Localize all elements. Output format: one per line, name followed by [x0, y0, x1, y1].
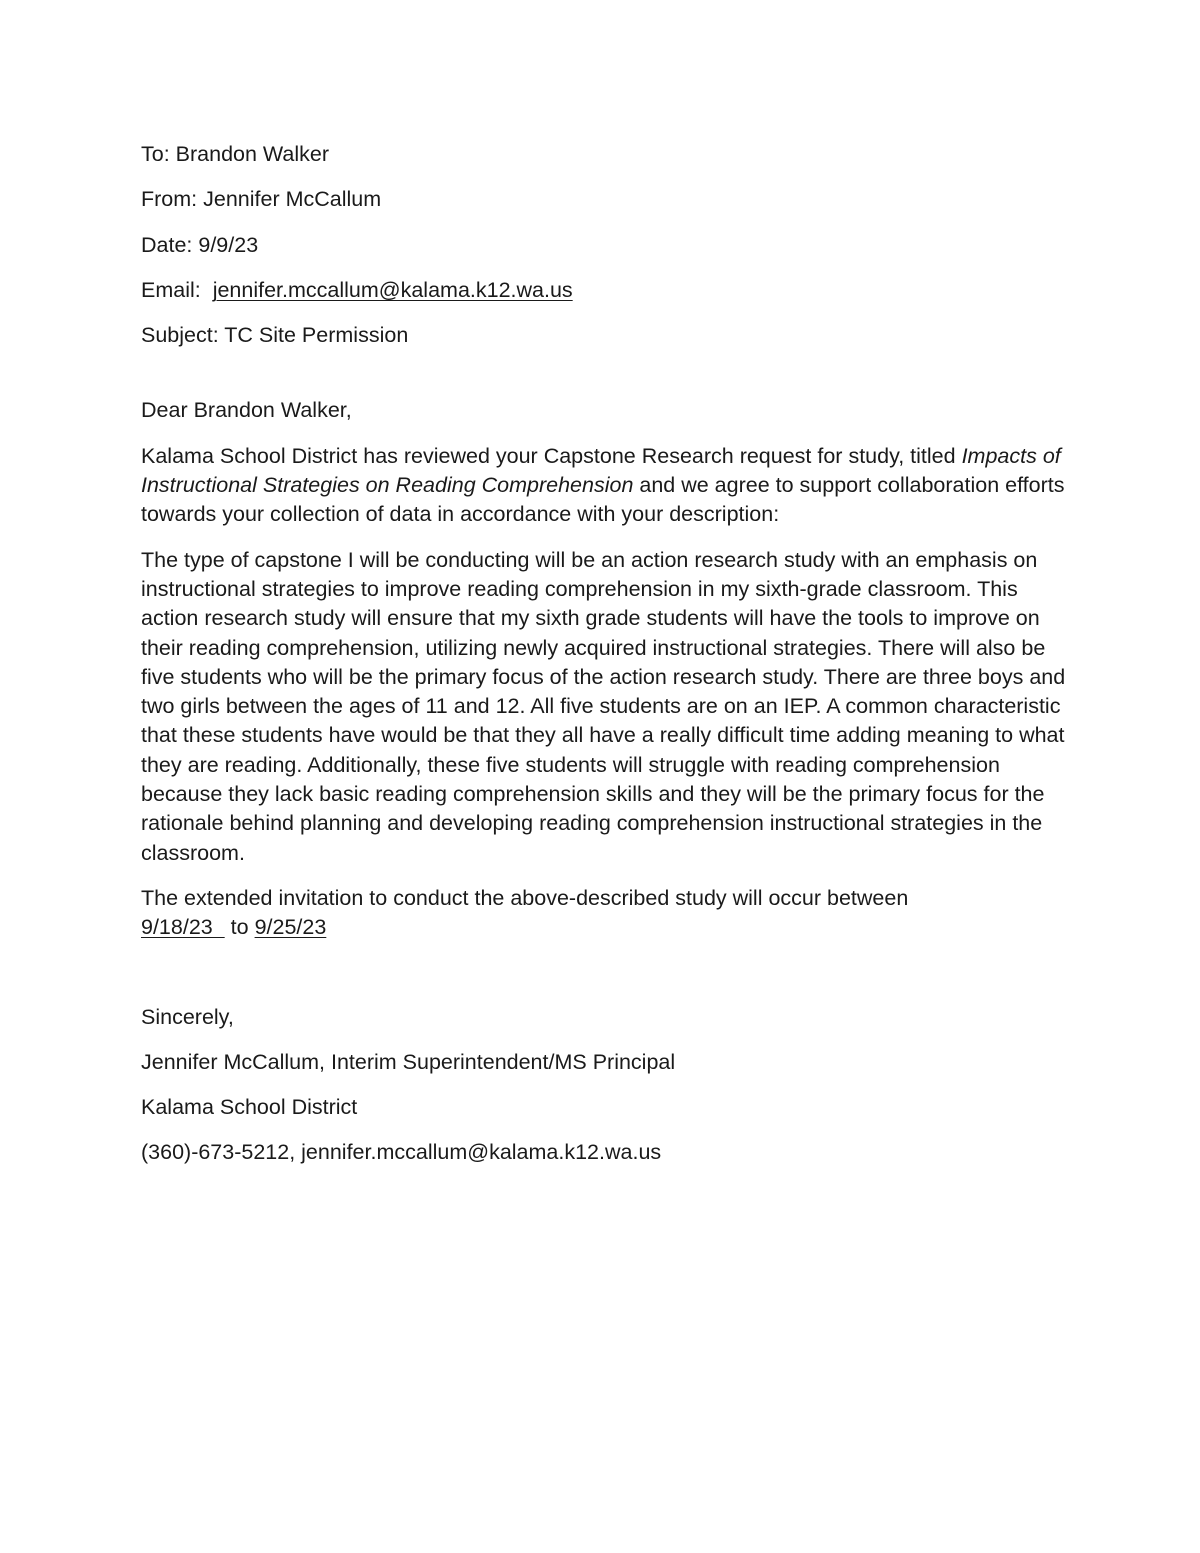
organization-line: Kalama School District — [141, 1095, 358, 1120]
to-label: To: — [141, 142, 176, 166]
date-line — [141, 231, 1066, 260]
description-paragraph: The type of capstone I will be conducting will be an action research study with an emphasis on instructional strategies to improve reading comprehension in my sixth-grade classroom. This action research study will ensure that my sixth grade students will have the tools to improve on their reading comprehension, utilizing newly acquired instructional strategies. There will also be five students who will be the primary focus of the action research study. There are three boys and two girls between the ages of 11 and 12. All five students are on an IEP. A common characteristic that these students have would be that they all have a really difficult time adding meaning to what they are reading. Additionally, these five students will struggle with reading comprehension because they lack basic reading comprehension skills and they will be the primary focus for the rationale behind planning and developing reading comprehension instructional strategies in the classroom. — [141, 547, 1066, 865]
from-line — [141, 185, 1066, 214]
study-title: Impacts of Instructional Strategies on Reading Comprehension — [141, 443, 1061, 498]
to-value: Brandon Walker — [175, 142, 330, 166]
intro-paragraph — [141, 442, 1066, 530]
email-link[interactable]: jennifer.mccallum@kalama.k12.wa.us — [212, 277, 573, 302]
subject-value: TC Site Permission — [224, 323, 409, 348]
spacer — [141, 366, 1066, 396]
sign-off: Sincerely, — [141, 1004, 234, 1029]
subject-line — [141, 321, 1066, 350]
from-value: Jennifer McCallum — [203, 187, 382, 212]
email-label: Email: — [141, 277, 213, 302]
invitation-paragraph — [141, 884, 1066, 943]
signer-line: Jennifer McCallum, Interim Superintendent/MS Principal — [141, 1049, 676, 1074]
to-line — [141, 140, 1066, 169]
subject-label: Subject: — [141, 323, 225, 348]
spacer — [141, 959, 1066, 1003]
invitation-text: The extended invitation to conduct the above-described study will occur between — [141, 885, 909, 910]
letter-content — [141, 140, 1066, 1184]
intro-text-start: Kalama School District has reviewed your Capstone Research request for study, titled — [141, 443, 962, 468]
start-date: 9/18/23 — [141, 915, 225, 940]
email-line — [141, 276, 1066, 305]
date-label: Date: — [141, 232, 199, 257]
end-date: 9/25/23 — [254, 915, 327, 940]
from-label: From: — [141, 187, 204, 212]
salutation: Dear Brandon Walker, — [141, 398, 352, 423]
contact-line: (360)-673-5212, jennifer.mccallum@kalama.k12.wa.us — [141, 1140, 662, 1165]
intro-text-end: and we agree to support collaboration efforts towards your collection of data in accordance with your description: — [141, 473, 1065, 527]
to-word: to — [224, 915, 255, 940]
date-value: 9/9/23 — [198, 232, 259, 257]
